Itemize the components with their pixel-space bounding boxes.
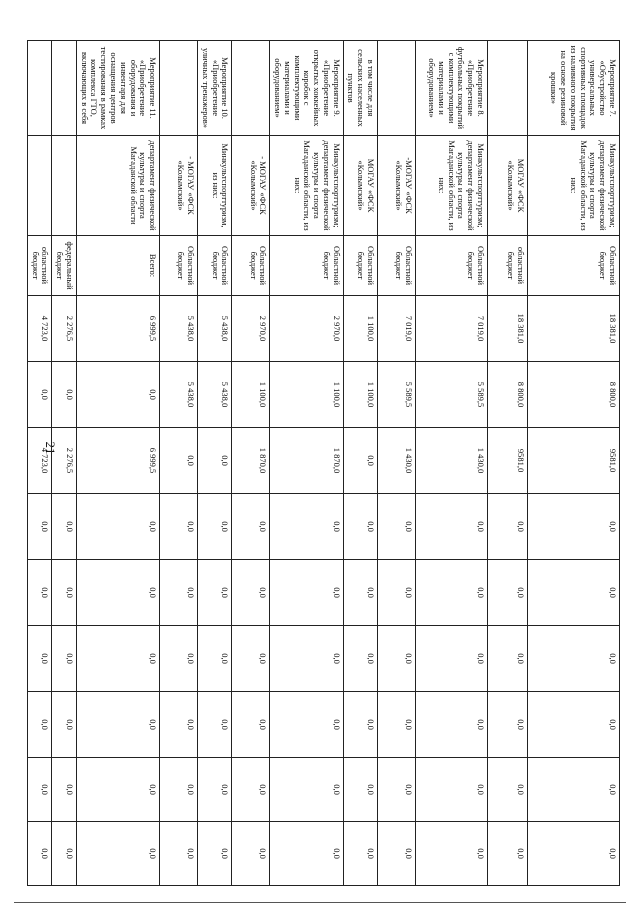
value-cell: 6 999,5	[76, 296, 159, 362]
measure-cell	[52, 41, 77, 136]
value-cell: 0,0	[270, 692, 343, 758]
value-cell: 0,0	[52, 626, 77, 692]
source-cell: Областной бюджет	[232, 236, 270, 296]
value-cell: 1 100,0	[343, 362, 377, 428]
value-cell: 5 438,0	[198, 296, 232, 362]
value-cell: 0,0	[52, 362, 77, 428]
value-cell: 0,0	[160, 560, 198, 626]
value-cell: 2 970,0	[270, 296, 343, 362]
value-cell: 0,0	[488, 758, 528, 822]
value-cell: 0,0	[343, 822, 377, 886]
value-cell: 0,0	[198, 758, 232, 822]
source-cell: Областной бюджет	[270, 236, 343, 296]
value-cell: 0,0	[27, 494, 52, 560]
value-cell: 0,0	[198, 626, 232, 692]
executor-cell: Минкультспорттуризм; департамент физической культуры и спорта Магаданской области, из них:	[416, 136, 488, 236]
value-cell: 7 019,0	[416, 296, 488, 362]
value-cell: 0,0	[160, 758, 198, 822]
value-cell: 0,0	[528, 758, 620, 822]
table-row	[528, 41, 620, 886]
value-cell: 0,0	[76, 626, 159, 692]
value-cell: 0,0	[160, 692, 198, 758]
executor-cell: Минкультспорттуризм, из них:	[198, 136, 232, 236]
value-cell: 0,0	[378, 494, 416, 560]
value-cell: 5 438,0	[198, 362, 232, 428]
page-edge-line	[14, 902, 626, 903]
executor-cell	[27, 136, 52, 236]
measure-cell	[378, 41, 416, 136]
value-cell: 0,0	[76, 692, 159, 758]
value-cell: 1 430,0	[378, 428, 416, 494]
value-cell: 0,0	[343, 626, 377, 692]
value-cell: 0,0	[198, 494, 232, 560]
source-cell: областной бюджет	[488, 236, 528, 296]
value-cell: 0,0	[343, 494, 377, 560]
value-cell: 0,0	[52, 758, 77, 822]
value-cell: 0,0	[378, 758, 416, 822]
value-cell: 0,0	[76, 362, 159, 428]
executor-cell: МОГАУ «ФСК «Колымский»	[343, 136, 377, 236]
value-cell: 0,0	[270, 758, 343, 822]
value-cell: 0,0	[76, 494, 159, 560]
measure-cell: Мероприятие 7. «Обустройство универсальных спортивных площадок из наливного покрытия на основе резиновой крошки»	[528, 41, 620, 136]
value-cell: 5 589,5	[416, 362, 488, 428]
value-cell: 0,0	[378, 560, 416, 626]
value-cell: 0,0	[52, 560, 77, 626]
value-cell: 0,0	[52, 692, 77, 758]
value-cell: 0,0	[488, 494, 528, 560]
value-cell: 0,0	[378, 626, 416, 692]
source-cell: Областной бюджет	[378, 236, 416, 296]
source-cell: Областной бюджет	[198, 236, 232, 296]
source-cell: Областной бюджет	[160, 236, 198, 296]
measure-cell	[232, 41, 270, 136]
value-cell: 0,0	[416, 560, 488, 626]
value-cell: 8 800,0	[528, 362, 620, 428]
measure-cell: Мероприятие 11. «Приобретение оборудования и инвентаря для оснащения центров тестирования в рамках комплекса ГТО, включающих в себя	[76, 41, 159, 136]
executor-cell: - МОГАУ «ФСК «Колымский»	[232, 136, 270, 236]
measure-cell: Мероприятие 9. «Приобретение открытых хоккейных коробок с комплектующими материалами и оборудованием»	[270, 41, 343, 136]
value-cell: 0,0	[528, 692, 620, 758]
value-cell: 0,0	[76, 758, 159, 822]
value-cell: 0,0	[343, 560, 377, 626]
value-cell: 0,0	[270, 494, 343, 560]
source-cell: Областной бюджет	[416, 236, 488, 296]
value-cell: 6 999,5	[76, 428, 159, 494]
value-cell: 0,0	[528, 560, 620, 626]
value-cell: 0,0	[343, 428, 377, 494]
value-cell: 18 381,0	[488, 296, 528, 362]
value-cell: 0,0	[27, 822, 52, 886]
executor-cell	[52, 136, 77, 236]
table-row	[52, 41, 77, 886]
value-cell: 0,0	[232, 560, 270, 626]
value-cell: 18 381,0	[528, 296, 620, 362]
table-row	[160, 41, 198, 886]
table-row	[343, 41, 377, 886]
value-cell: 5 438,0	[160, 296, 198, 362]
value-cell: 0,0	[528, 626, 620, 692]
source-cell: Областной бюджет	[343, 236, 377, 296]
measure-cell	[488, 41, 528, 136]
value-cell: 0,0	[416, 822, 488, 886]
value-cell: 1 870,0	[270, 428, 343, 494]
executor-cell: - МОГАУ «ФСК «Колымский»	[160, 136, 198, 236]
value-cell: 0,0	[198, 428, 232, 494]
executor-cell: -МОГАУ «ФСК «Колымский»	[378, 136, 416, 236]
value-cell: 0,0	[232, 822, 270, 886]
table-row	[488, 41, 528, 886]
value-cell: 0,0	[270, 626, 343, 692]
value-cell: 0,0	[198, 692, 232, 758]
value-cell: 0,0	[160, 822, 198, 886]
value-cell: 0,0	[52, 822, 77, 886]
table-row	[270, 41, 343, 886]
value-cell: 0,0	[416, 626, 488, 692]
source-cell: Областной бюджет	[528, 236, 620, 296]
value-cell: 0,0	[27, 692, 52, 758]
table-row	[232, 41, 270, 886]
value-cell: 0,0	[343, 758, 377, 822]
value-cell: 0,0	[27, 560, 52, 626]
table-row	[378, 41, 416, 886]
value-cell: 0,0	[488, 822, 528, 886]
value-cell: 0,0	[160, 428, 198, 494]
value-cell: 0,0	[270, 560, 343, 626]
value-cell: 0,0	[270, 822, 343, 886]
budget-table	[27, 40, 620, 886]
source-cell: федеральный бюджет	[52, 236, 77, 296]
value-cell: 8 800,0	[488, 362, 528, 428]
value-cell: 2 276,5	[52, 296, 77, 362]
value-cell: 9581,0	[528, 428, 620, 494]
value-cell: 0,0	[160, 626, 198, 692]
value-cell: 0,0	[232, 626, 270, 692]
value-cell: 0,0	[76, 560, 159, 626]
value-cell: 1 430,0	[416, 428, 488, 494]
value-cell: 5 589,5	[378, 362, 416, 428]
table-row	[76, 41, 159, 886]
value-cell: 1 100,0	[270, 362, 343, 428]
executor-cell: Минкультспорттуризм; департамент физической культуры и спорта Магаданской области, из них:	[270, 136, 343, 236]
value-cell: 0,0	[488, 560, 528, 626]
value-cell: 0,0	[528, 494, 620, 560]
source-cell: Всего:	[76, 236, 159, 296]
value-cell: 0,0	[76, 822, 159, 886]
value-cell: 2 970,0	[232, 296, 270, 362]
measure-cell: Мероприятие 8. «Приобретение футбольных покрытий с комплектующими материалами и оборудованием»	[416, 41, 488, 136]
value-cell: 0,0	[232, 494, 270, 560]
value-cell: 0,0	[488, 692, 528, 758]
value-cell: 0,0	[27, 626, 52, 692]
value-cell: 0,0	[27, 362, 52, 428]
measure-cell: в том числе для сельских населенных пунктов	[343, 41, 377, 136]
measure-cell: Мероприятие 10. «Приобретение уличных тренажеров»	[198, 41, 232, 136]
value-cell: 0,0	[378, 692, 416, 758]
value-cell: 0,0	[528, 822, 620, 886]
executor-cell: департамент физической культуры и спорта Магаданской области	[76, 136, 159, 236]
source-cell: областной бюджет	[27, 236, 52, 296]
value-cell: 0,0	[160, 494, 198, 560]
measure-cell	[27, 41, 52, 136]
measure-cell	[160, 41, 198, 136]
table-row	[198, 41, 232, 886]
value-cell: 2 276,5	[52, 428, 77, 494]
executor-cell: Минкультспорттуризм; департамент физической культуры и спорта Магаданской области, из них:	[528, 136, 620, 236]
value-cell: 0,0	[416, 494, 488, 560]
table-row	[416, 41, 488, 886]
value-cell: 1 100,0	[343, 296, 377, 362]
value-cell: 0,0	[198, 822, 232, 886]
value-cell: 0,0	[232, 758, 270, 822]
value-cell: 0,0	[52, 494, 77, 560]
table-row	[27, 41, 52, 886]
value-cell: 0,0	[343, 692, 377, 758]
value-cell: 0,0	[198, 560, 232, 626]
value-cell: 5 438,0	[160, 362, 198, 428]
value-cell: 7 019,0	[378, 296, 416, 362]
page-number: 21	[43, 441, 58, 455]
value-cell: 0,0	[488, 626, 528, 692]
value-cell: 4 723,0	[27, 428, 52, 494]
value-cell: 4 723,0	[27, 296, 52, 362]
value-cell: 1 870,0	[232, 428, 270, 494]
value-cell: 0,0	[232, 692, 270, 758]
value-cell: 0,0	[378, 822, 416, 886]
value-cell: 1 100,0	[232, 362, 270, 428]
executor-cell: МОГАУ «ФСК «Колымский»	[488, 136, 528, 236]
value-cell: 0,0	[27, 758, 52, 822]
value-cell: 0,0	[416, 692, 488, 758]
value-cell: 0,0	[416, 758, 488, 822]
value-cell: 9581,0	[488, 428, 528, 494]
